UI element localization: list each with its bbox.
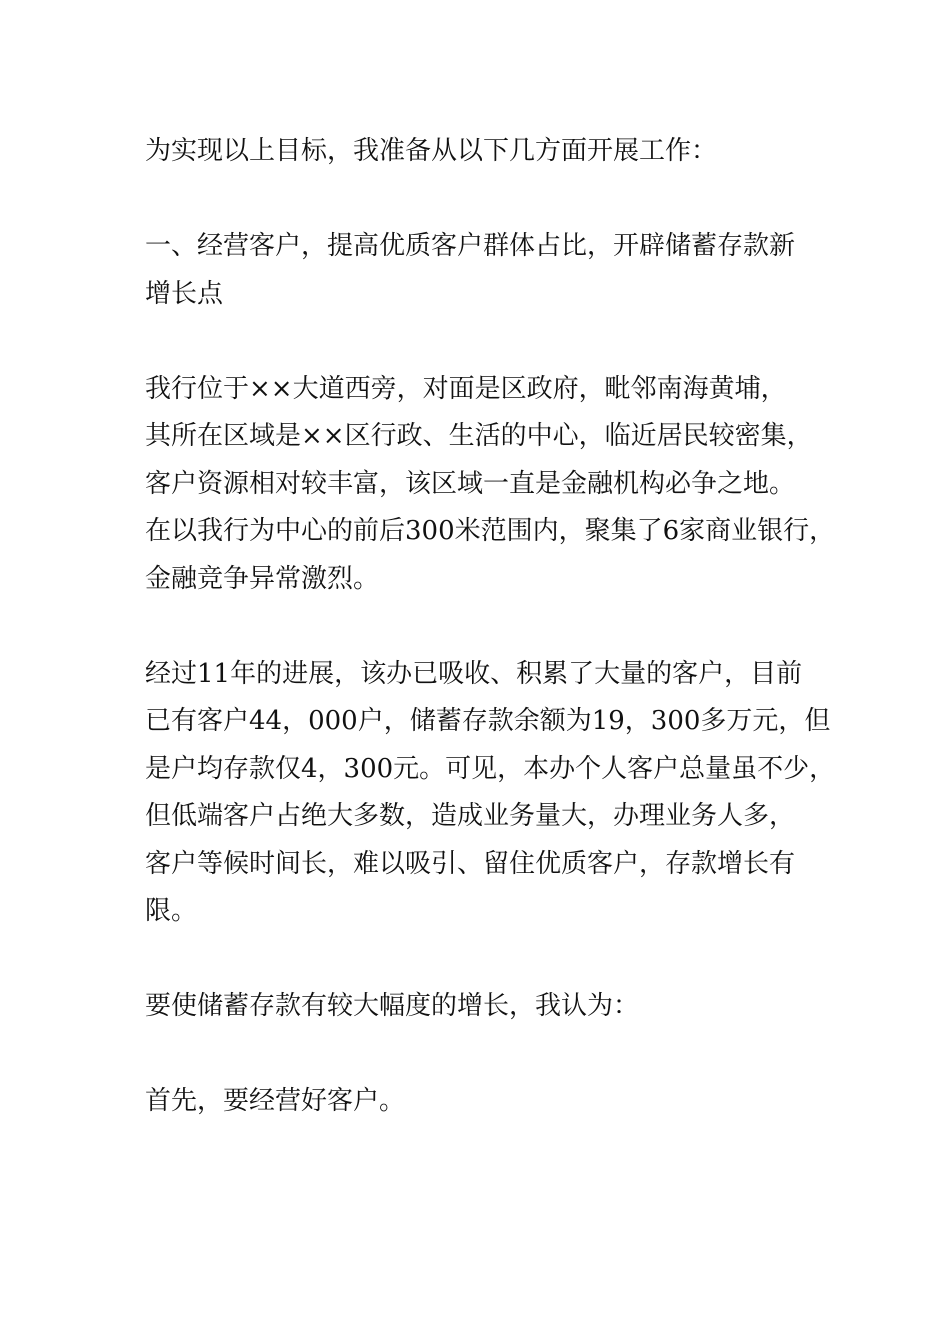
text-line: 在以我行为中心的前后300米范围内，聚集了6家商业银行， xyxy=(145,516,836,546)
text-line: 限。 xyxy=(145,896,198,926)
text-line: 已有客户44，000户，储蓄存款余额为19，300多万元，但 xyxy=(145,706,831,736)
text-line: 要使储蓄存款有较大幅度的增长，我认为： xyxy=(145,991,640,1021)
text-line: 但低端客户占绝大多数，造成业务量大，办理业务人多， xyxy=(145,801,796,831)
section-heading xyxy=(145,223,825,318)
text-line: 其所在区域是××区行政、生活的中心，临近居民较密集， xyxy=(145,421,813,451)
text-line: 我行位于××大道西旁，对面是区政府，毗邻南海黄埔， xyxy=(145,373,787,404)
text-line: 一、经营客户，提高优质客户群体占比，开辟储蓄存款新 xyxy=(145,231,796,261)
text-line: 金融竞争异常激烈。 xyxy=(145,563,380,594)
text-line: 经过11年的进展，该办已吸收、积累了大量的客户，目前 xyxy=(145,658,803,689)
text-line: 是户均存款仅4，300元。可见，本办个人客户总量虽不少， xyxy=(145,753,836,784)
paragraph-progress xyxy=(145,651,836,936)
text-line: 客户等候时间长，难以吸引、留住优质客户，存款增长有 xyxy=(145,848,796,879)
paragraph-intro xyxy=(145,128,825,176)
text-line: 为实现以上目标，我准备从以下几方面开展工作： xyxy=(145,136,718,166)
paragraph-first xyxy=(145,1078,825,1126)
document-body xyxy=(145,128,836,1173)
paragraph-location xyxy=(145,366,836,604)
text-line: 客户资源相对较丰富，该区域一直是金融机构必争之地。 xyxy=(145,468,796,499)
text-line: 增长点 xyxy=(145,278,224,309)
text-line: 首先，要经营好客户。 xyxy=(145,1086,406,1116)
paragraph-opinion xyxy=(145,983,825,1031)
